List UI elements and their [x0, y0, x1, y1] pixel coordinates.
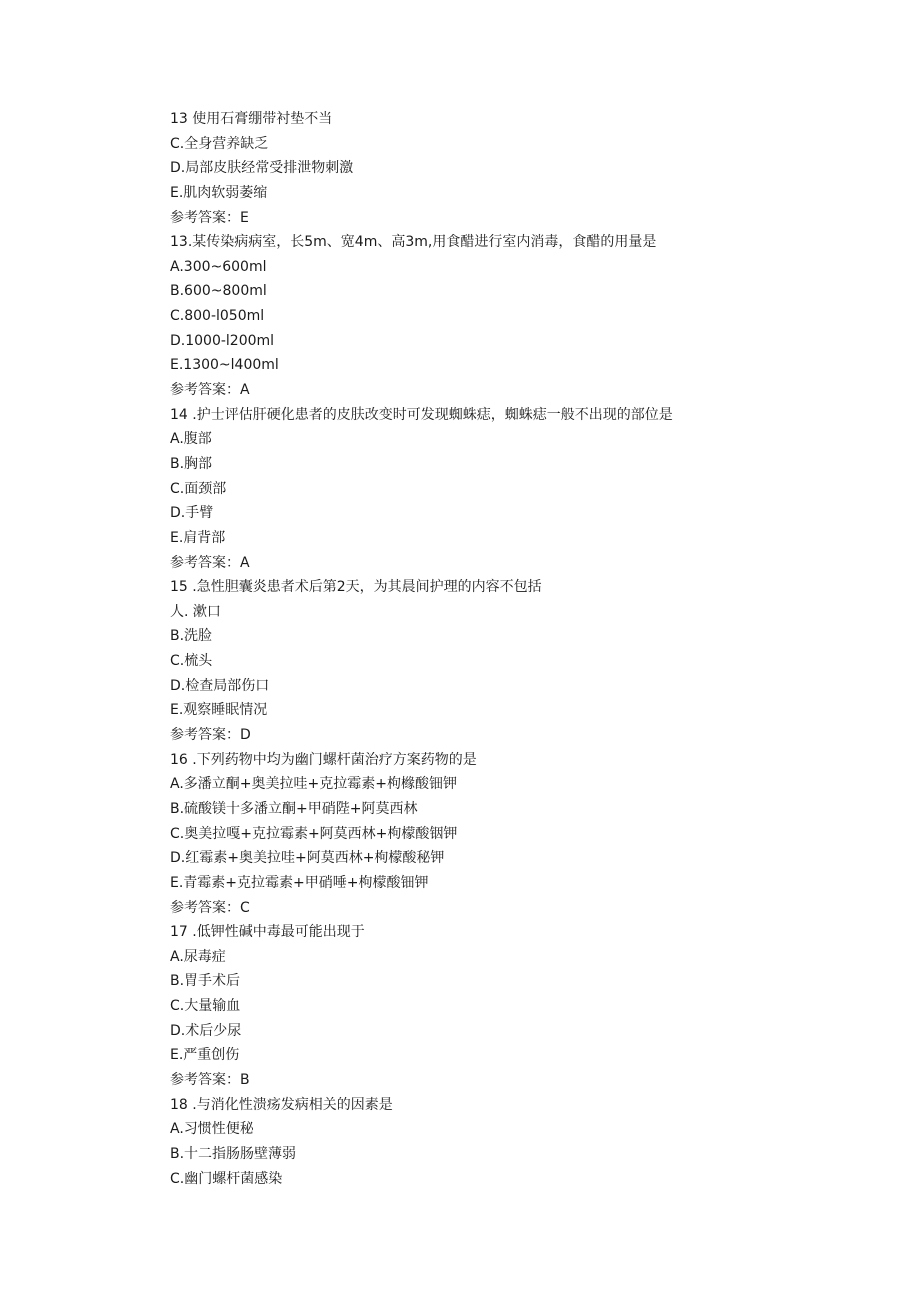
option-a: A.多潘立酮+奥美拉哇+克拉霉素+枸橼酸钿钾 [170, 776, 457, 793]
question-14: 14 .护士评估肝硬化患者的皮肤改变时可发现蜘蛛痣，蜘蛛痣一般不出现的部位是 [170, 406, 673, 423]
option-c: C.面颈部 [170, 480, 227, 497]
option-e: E.肩背部 [170, 529, 226, 546]
option-d: D.术后少尿 [170, 1022, 242, 1039]
option-c: C.全身营养缺乏 [170, 135, 269, 152]
option-a: A.尿毒症 [170, 948, 226, 965]
answer: 参考答案：A [170, 554, 250, 571]
question-text: 13 使用石膏绷带衬垫不当 [170, 111, 333, 127]
option-e: E.严重创伤 [170, 1047, 240, 1064]
question-18: 18 .与消化性溃疡发病相关的因素是 [170, 1096, 393, 1113]
option-b: B.胃手术后 [170, 973, 241, 990]
option-e: E.观察睡眠情况 [170, 702, 268, 719]
option-e: E.青霉素+克拉霉素+甲硝唾+枸檬酸钿钾 [170, 874, 429, 891]
option-a: A.习惯性便秘 [170, 1121, 254, 1138]
option-b: B.硫酸镁十多潘立酮+甲硝陛+阿莫西林 [170, 800, 418, 817]
answer: 参考答案：C [170, 899, 250, 916]
answer: 参考答案：D [170, 727, 251, 744]
question-15: 15 .急性胆囊炎患者术后第2天，为其晨间护理的内容不包括 [170, 579, 542, 596]
option-d: D.检查局部伤口 [170, 677, 270, 694]
option-a: A.300~600ml [170, 258, 267, 275]
option-d: D.红霉素+奥美拉哇+阿莫西林+枸檬酸秘钾 [170, 850, 445, 867]
option-e: E.肌肉软弱萎缩 [170, 184, 268, 201]
option-c: C.幽门螺杆菌感染 [170, 1170, 283, 1187]
option-c: C.大量输血 [170, 998, 241, 1015]
question-16: 16 .下列药物中均为幽门螺杆菌治疗方案药物的是 [170, 751, 477, 768]
document-body [170, 107, 870, 1191]
option-b: B.600~800ml [170, 283, 267, 300]
option-a: A.腹部 [170, 431, 212, 448]
option-b: B.洗脸 [170, 628, 213, 645]
option-c: C.奥美拉嘎+克拉霉素+阿莫西林+枸檬酸铟钾 [170, 825, 458, 842]
option-d: D.1000-l200ml [170, 332, 275, 349]
option-e: E.1300~l400ml [170, 357, 279, 374]
question-17: 17 .低钾性碱中毒最可能出现于 [170, 924, 365, 941]
answer: 参考答案：E [170, 209, 249, 226]
option-a: 人. 漱口 [170, 603, 221, 620]
option-c: C.梳头 [170, 653, 213, 670]
option-d: D.局部皮肤经常受排泄物刺激 [170, 160, 354, 177]
answer: 参考答案：A [170, 382, 250, 399]
option-b: B.胸部 [170, 455, 213, 472]
option-b: B.十二指肠肠壁薄弱 [170, 1145, 297, 1162]
option-c: C.800-l050ml [170, 308, 265, 325]
answer: 参考答案：B [170, 1071, 250, 1088]
option-d: D.手臂 [170, 505, 214, 522]
question-13: 13.某传染病病室，长5m、宽4m、高3m,用食醋进行室内消毒，食醋的用量是 [170, 234, 657, 251]
